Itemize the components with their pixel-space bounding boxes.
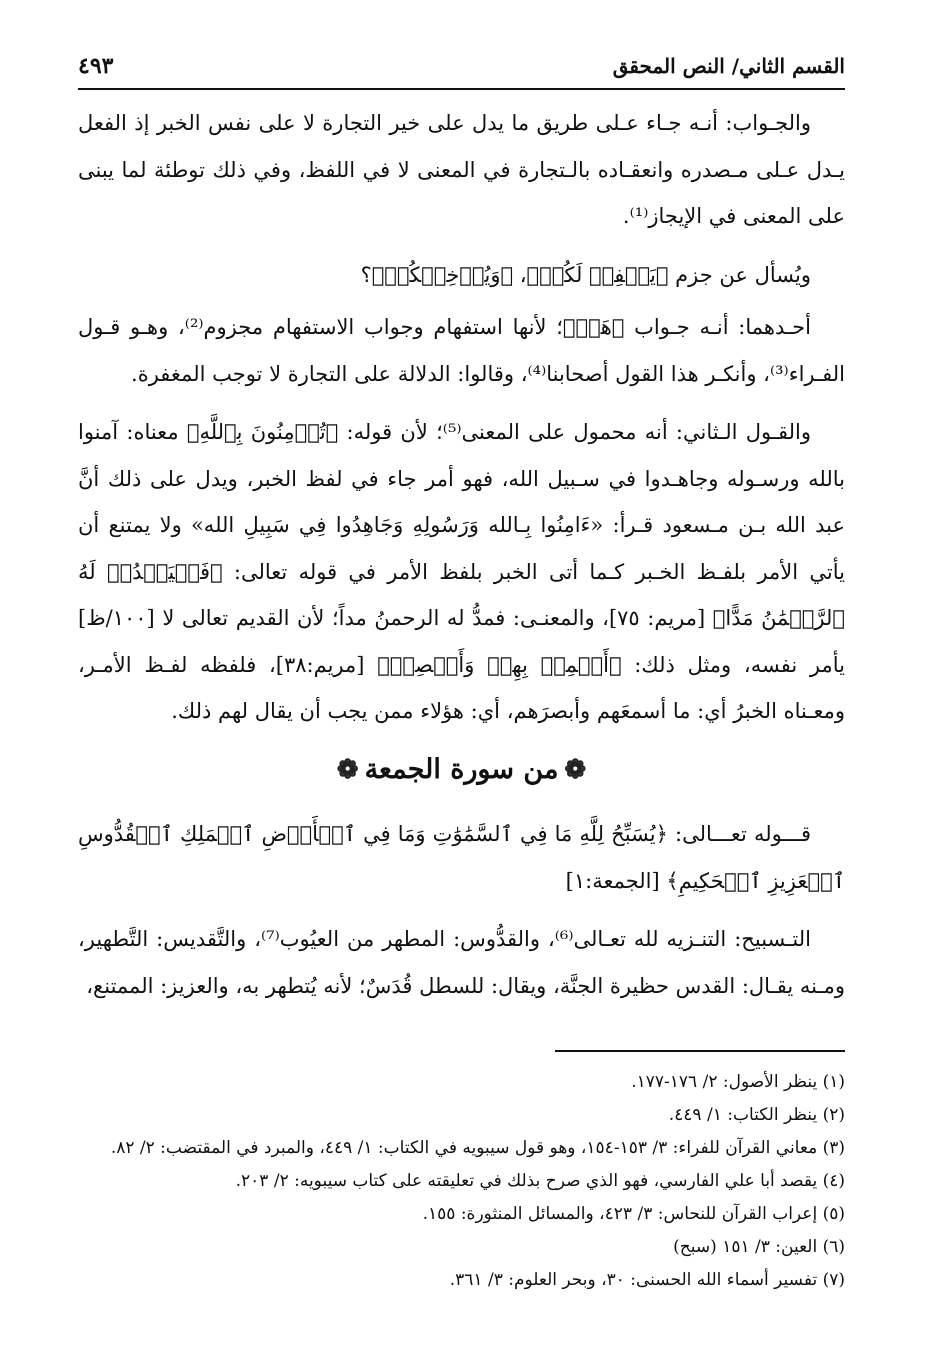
surah-heading: [78, 747, 845, 794]
surah-heading-text: من سورة الجمعة: [364, 753, 559, 785]
main-text: [78, 100, 845, 1021]
page-number: ٤٩٣: [78, 53, 114, 79]
paragraph-second-view: والقـول الـثاني: أنه محمول على المعنى⁽⁵⁾؛ لأن قوله: ﴿تُؤۡمِنُونَ بِٱللَّهِ﴾ معناه: آمنوا بالله ورسـوله وجاهـدوا في سـبيل الله، فهو أمر جاء في لفظ الخبر، ويدل على ذلك أنَّ عبد الله بـن مـسعود قـرأ: «ءَامِنُوا بِـالله وَرَسُولِهِ وَجَاهِدُوا فِي سَبِيلِ الله» ولا يمتنع أن يأتي الأمر بلفـظ الخـبر كـما أتى الخبر بلفظ الأمر في قوله تعالى: ﴿فَلۡيَمۡدُدۡ لَهُ ٱلرَّحۡمَٰنُ مَدًّا﴾ [مريم: ٧٥]، والمعنـى: فمدُّ له الرحمنُ مداً؛ لأن القديم تعالى لا [١٠٠/ظ] يأمر نفسه، ومثل ذلك: ﴿أَسۡمِعۡ بِهِمۡ وَأَبۡصِرۡ﴾ [مريم:٣٨]، فلفظه لفـظ الأمـر، ومعـناه الخبرُ أي: ما أسمعَهم وأبصرَهم، أي: هؤلاء ممن يجب أن يقال لهم ذلك.: [78, 420, 845, 723]
footnote-item: (٣) معاني القرآن للفراء: ٣/ ١٥٣-١٥٤، وهو قول سيبويه في الكتاب: ١/ ٤٤٩، والمبرد في المقتضب: ٢/ ٨٢.: [110, 1138, 845, 1158]
ornament-left-icon: ❁: [336, 754, 359, 785]
paragraph-answer: والجـواب: أنـه جـاء عـلى طريق ما يدل على خير التجارة لا على نفس الخبر إذ الفعل يـدل عـلى مـصدره وانعقـاده بالـتجارة في المعنى لا في اللفظ، وفي ذلك توطئة لما يبنى على المعنى في الإيجاز⁽¹⁾.: [78, 111, 845, 228]
paragraph-first-view: أحـدهما: أنـه جـواب ﴿هَلۡ﴾؛ لأنها استفهام وجواب الاستفهام مجزوم⁽²⁾، وهـو قـول الفـراء⁽³⁾، وأنكـر هذا القول أصحابنا⁽⁴⁾، وقالوا: الدلالة على التجارة لا توجب المغفرة.: [78, 315, 845, 386]
header-rule: [78, 88, 845, 90]
footnote-list: [78, 1066, 845, 1297]
footnote-item: (٢) ينظر الكتاب: ١/ ٤٤٩.: [668, 1105, 845, 1125]
paragraph-tasbih: التـسبيح: التنـزيه لله تعـالى⁽⁶⁾، والقدُّوس: المطهر من العيُوب⁽⁷⁾، والتَّقديس: التَّطهير، ومـنه يقـال: القدس حظيرة الجنَّة، ويقال: للسطل قُدَسٌ؛ لأنه يُتطهر به، والعزيز: الممتنع،: [78, 927, 845, 998]
footnotes: [78, 1050, 845, 1297]
footnote-item: (٥) إعراب القرآن للنحاس: ٣/ ٤٢٣، والمسائل المنثورة: ١٥٥.: [422, 1204, 845, 1224]
paragraph-verse: قـــوله تعـــالى: ﴿يُسَبِّحُ لِلَّهِ مَا فِي ٱلسَّمَٰوَٰتِ وَمَا فِي ٱلۡأَرۡضِ ٱلۡمَلِكِ ٱلۡقُدُّوسِ ٱلۡعَزِيزِ ٱلۡحَكِيمِ﴾ [الجمعة:١]: [78, 822, 845, 893]
footnote-item: (٤) يقصد أبا علي الفارسي، فهو الذي صرح بذلك في تعليقته على كتاب سيبويه: ٢/ ٢٠٣.: [235, 1171, 845, 1191]
footnote-item: (٧) تفسير أسماء الله الحسنى: ٣٠، وبحر العلوم: ٣/ ٣٦١.: [449, 1270, 845, 1290]
ornament-right-icon: ❁: [564, 754, 587, 785]
footnote-item: (١) ينظر الأصول: ٢/ ١٧٦-١٧٧.: [631, 1072, 845, 1092]
running-header-title: القسم الثاني/ النص المحقق: [612, 54, 845, 78]
paragraph-question: ويُسأل عن جزم ﴿يَغۡفِرۡ لَكُمۡ﴾، ﴿وَيُدۡخِلۡكُمۡ﴾؟: [360, 262, 811, 287]
running-header: [78, 50, 845, 82]
footnote-item: (٦) العين: ٣/ ١٥١ (سبح): [673, 1237, 845, 1257]
footnote-rule: [555, 1050, 845, 1052]
